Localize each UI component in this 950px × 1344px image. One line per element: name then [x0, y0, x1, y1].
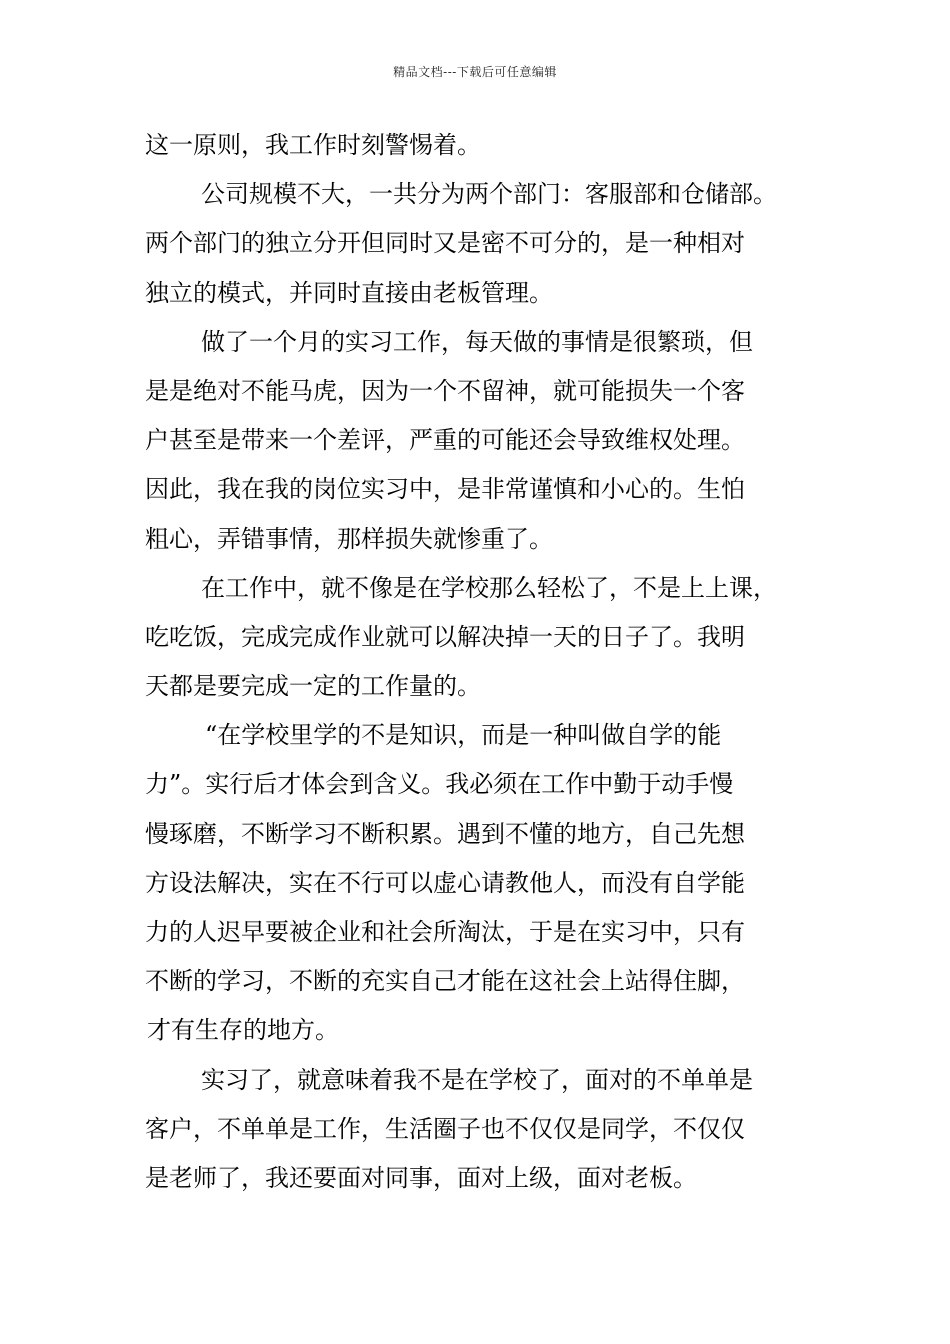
text-line: 因此，我在我的岗位实习中，是非常谨慎和小心的。生怕 — [145, 475, 745, 504]
page-header: 精品文档---下载后可任意编辑 — [393, 65, 557, 79]
text-line: 不断的学习，不断的充实自己才能在这社会上站得住脚， — [145, 967, 745, 996]
document-body — [145, 121, 835, 1203]
paragraph-start-line: 实习了，就意味着我不是在学校了，面对的不单单是 — [201, 1065, 753, 1094]
paragraph-start-line: 公司规模不大，一共分为两个部门：客服部和仓储部。 — [201, 180, 777, 209]
text-line: 是是绝对不能马虎，因为一个不留神，就可能损失一个客 — [145, 376, 745, 405]
text-line: 是老师了，我还要面对同事，面对上级，面对老板。 — [145, 1163, 697, 1192]
text-line: 天都是要完成一定的工作量的。 — [145, 672, 481, 701]
text-line: 力”。实行后才体会到含义。我必须在工作中勤于动手慢 — [145, 770, 734, 799]
text-line: 独立的模式，并同时直接由老板管理。 — [145, 278, 553, 307]
text-line: 吃吃饭，完成完成作业就可以解决掉一天的日子了。我明 — [145, 622, 745, 651]
text-line: 这一原则，我工作时刻警惕着。 — [145, 131, 481, 159]
text-line: 力的人迟早要被企业和社会所淘汰，于是在实习中，只有 — [145, 918, 745, 946]
paragraph-start-line: “在学校里学的不是知识，而是一种叫做自学的能 — [205, 721, 722, 750]
paragraph-start-line: 在工作中，就不像是在学校那么轻松了，不是上上课， — [201, 573, 777, 602]
text-line: 客户，不单单是工作，生活圈子也不仅仅是同学，不仅仅 — [145, 1114, 745, 1143]
text-line: 户甚至是带来一个差评，严重的可能还会导致维权处理。 — [145, 426, 745, 455]
text-line: 粗心，弄错事情，那样损失就惨重了。 — [145, 524, 553, 553]
text-line: 才有生存的地方。 — [147, 1016, 339, 1045]
paragraph-start-line: 做了一个月的实习工作，每天做的事情是很繁琐，但 — [201, 327, 753, 356]
text-line: 两个部门的独立分开但同时又是密不可分的，是一种相对 — [145, 229, 745, 258]
text-line: 慢琢磨，不断学习不断积累。遇到不懂的地方，自己先想 — [145, 819, 745, 848]
text-line: 方设法解决，实在不行可以虚心请教他人，而没有自学能 — [145, 868, 745, 897]
